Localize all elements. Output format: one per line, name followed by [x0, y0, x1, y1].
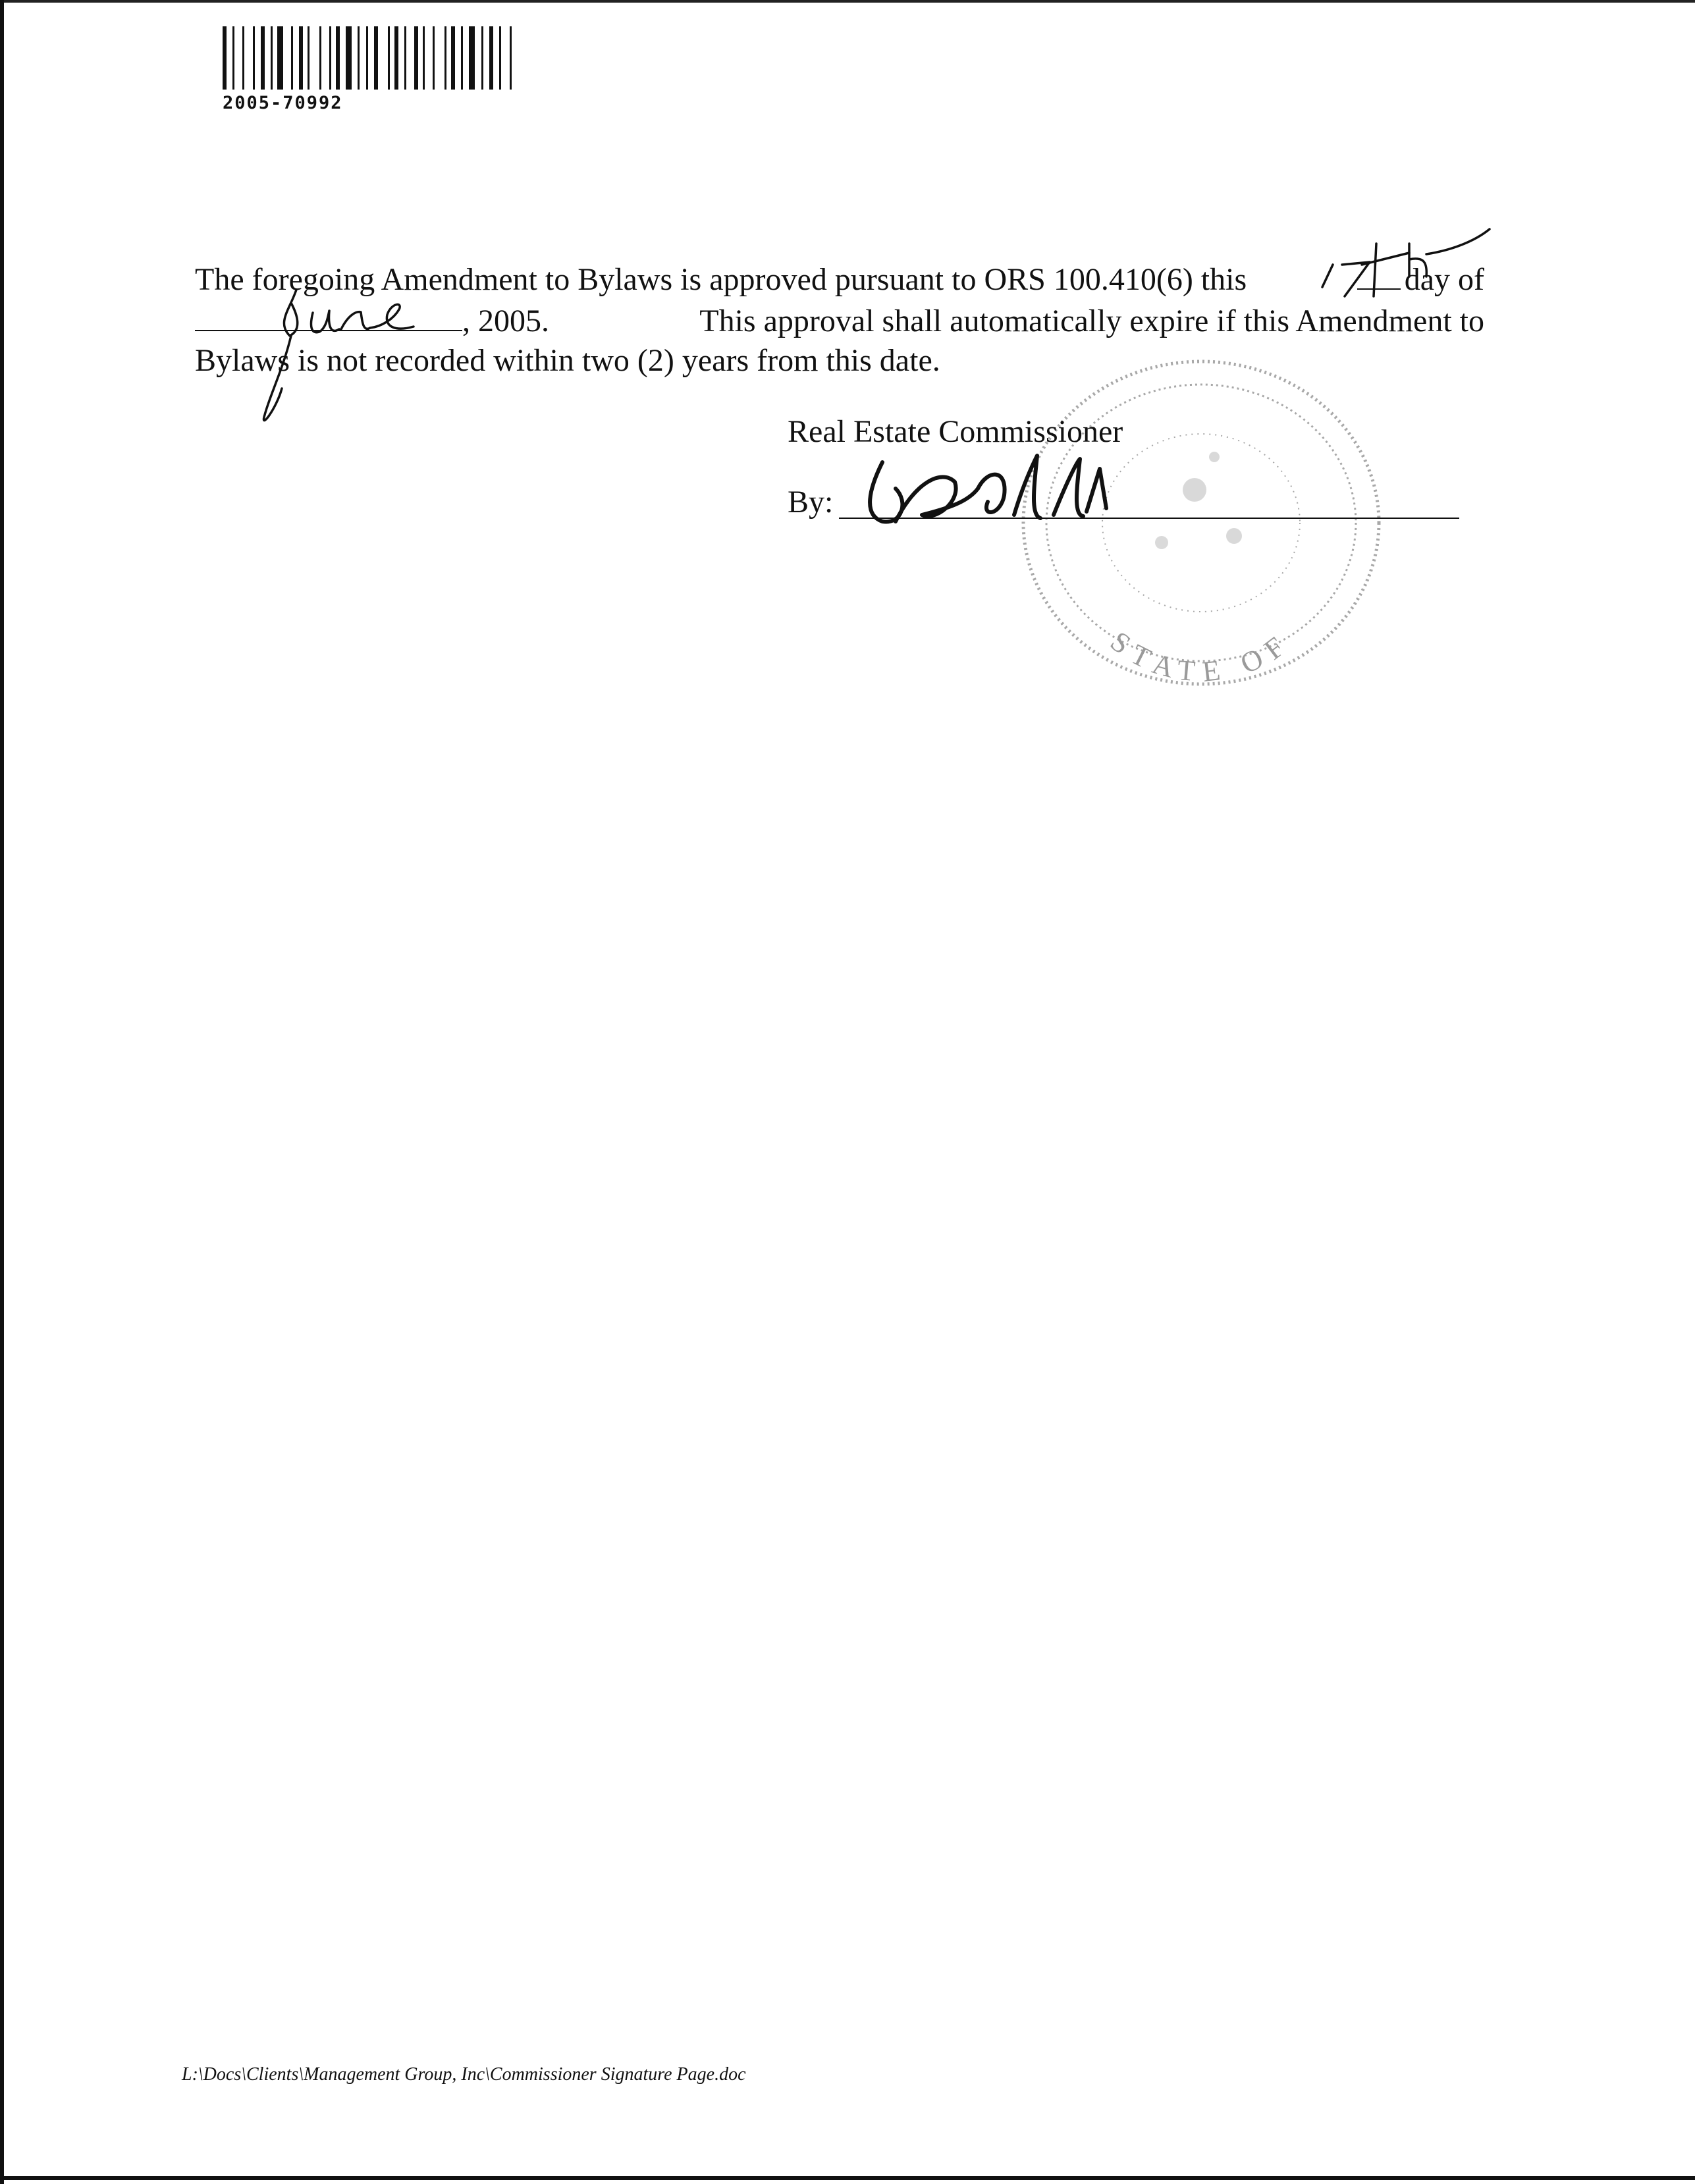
barcode-bar	[299, 26, 303, 90]
approval-line-2-right: This approval shall automatically expire if this Amendment to	[699, 304, 1484, 338]
barcode-bar	[423, 26, 425, 90]
barcode-number: 2005-70992	[223, 93, 343, 113]
approval-line-1-right: day of	[1404, 262, 1484, 297]
page-border-bottom	[0, 2176, 1695, 2180]
barcode-bar	[481, 26, 483, 90]
barcode-bar	[394, 26, 398, 90]
approval-line-3: Bylaws is not recorded within two (2) years from this date.	[195, 343, 940, 378]
barcode-bar	[510, 26, 512, 90]
by-label: By:	[788, 485, 834, 519]
barcode-bar	[271, 26, 273, 90]
barcode-bar	[261, 26, 265, 90]
barcode-bar	[277, 26, 283, 90]
barcode-bar	[291, 26, 293, 90]
seal-text: STATE OF	[1104, 625, 1298, 688]
barcode-bar	[404, 26, 406, 90]
barcode-bar	[388, 26, 390, 90]
file-path-footer: L:\Docs\Clients\Management Group, Inc\Commissioner Signature Page.doc	[182, 2064, 746, 2085]
barcode-bar	[444, 26, 446, 90]
barcode-bar	[329, 26, 331, 90]
page-border-top	[0, 0, 1695, 3]
page-border-left	[0, 0, 4, 2184]
barcode	[223, 26, 522, 90]
barcode-bar	[336, 26, 340, 90]
approval-line-1-left: The foregoing Amendment to Bylaws is approved pursuant to ORS 100.410(6) this	[195, 262, 1247, 297]
commissioner-signature	[856, 442, 1146, 548]
barcode-bar	[319, 26, 321, 90]
barcode-bar	[489, 26, 493, 90]
barcode-bar	[253, 26, 255, 90]
handwritten-month-june	[250, 263, 487, 435]
approval-line-2-left: , 2005.	[462, 304, 549, 338]
barcode-bar	[346, 26, 352, 90]
handwritten-day-17th	[1310, 224, 1501, 303]
barcode-bar	[469, 26, 475, 90]
barcode-bar	[366, 26, 368, 90]
barcode-bar	[433, 26, 435, 90]
barcode-bar	[499, 26, 501, 90]
barcode-bar	[374, 26, 378, 90]
barcode-bar	[308, 26, 309, 90]
barcode-bar	[414, 26, 418, 90]
barcode-bar	[242, 26, 244, 90]
commissioner-title: Real Estate Commissioner	[788, 414, 1123, 449]
barcode-bar	[358, 26, 360, 90]
barcode-bar	[461, 26, 463, 90]
barcode-bar	[223, 26, 227, 90]
barcode-bar	[232, 26, 234, 90]
barcode-bar	[451, 26, 455, 90]
